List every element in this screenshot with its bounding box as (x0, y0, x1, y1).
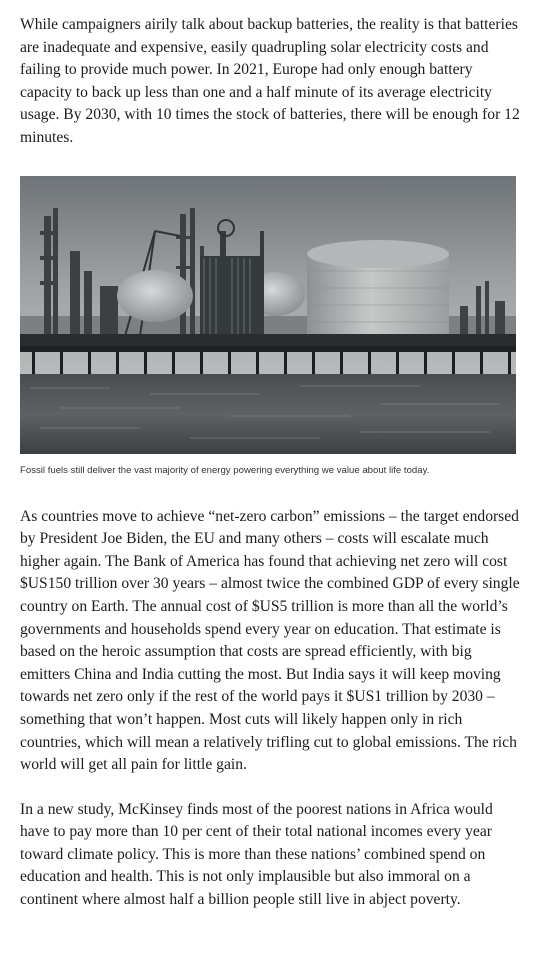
article-paragraph: While campaigners airily talk about backup batteries, the reality is that batteries are inadequate and expensive, easily quadrupling solar electricity costs and failing to provide much power. In 2021, Europe had only enough battery capacity to back up less than one and a half minute of its average electricity usage. By 2030, with 10 times the stock of batteries, there will be enough for 12 minutes. (20, 16, 520, 146)
figure-caption: Fossil fuels still deliver the vast majority of energy powering everything we value about life today. (20, 464, 430, 476)
article-body (20, 14, 520, 912)
industrial-plant-photo (20, 176, 516, 454)
article-figure (20, 176, 516, 478)
article-paragraph: In a new study, McKinsey finds most of the poorest nations in Africa would have to pay more than 10 per cent of their total national incomes every year toward climate policy. This is more than these nations’ combined spend on education and health. This is not only implausible but also immoral on a continent where almost half a billion people still live in abject poverty. (20, 800, 493, 909)
article-paragraph: As countries move to achieve “net-zero carbon” emissions – the target endorsed by President Joe Biden, the EU and many others – costs will escalate much higher again. The Bank of America has found that achieving net zero will cost $US150 trillion over 30 years – almost twice the combined GDP of every single country on Earth. The annual cost of $US5 trillion is more than all the world’s governments and households spend every year on education. That estimate is based on the heroic assumption that costs are spread efficiently, with big emitters China and India cutting the most. But India says it will keep moving towards net zero only if the rest of the world pays it $US1 trillion by 2030 – something that won’t happen. Most cuts will likely happen only in rich countries, which will mean a relatively trifling cut to global emissions. The rich world will get all pain for little gain. (20, 507, 520, 774)
